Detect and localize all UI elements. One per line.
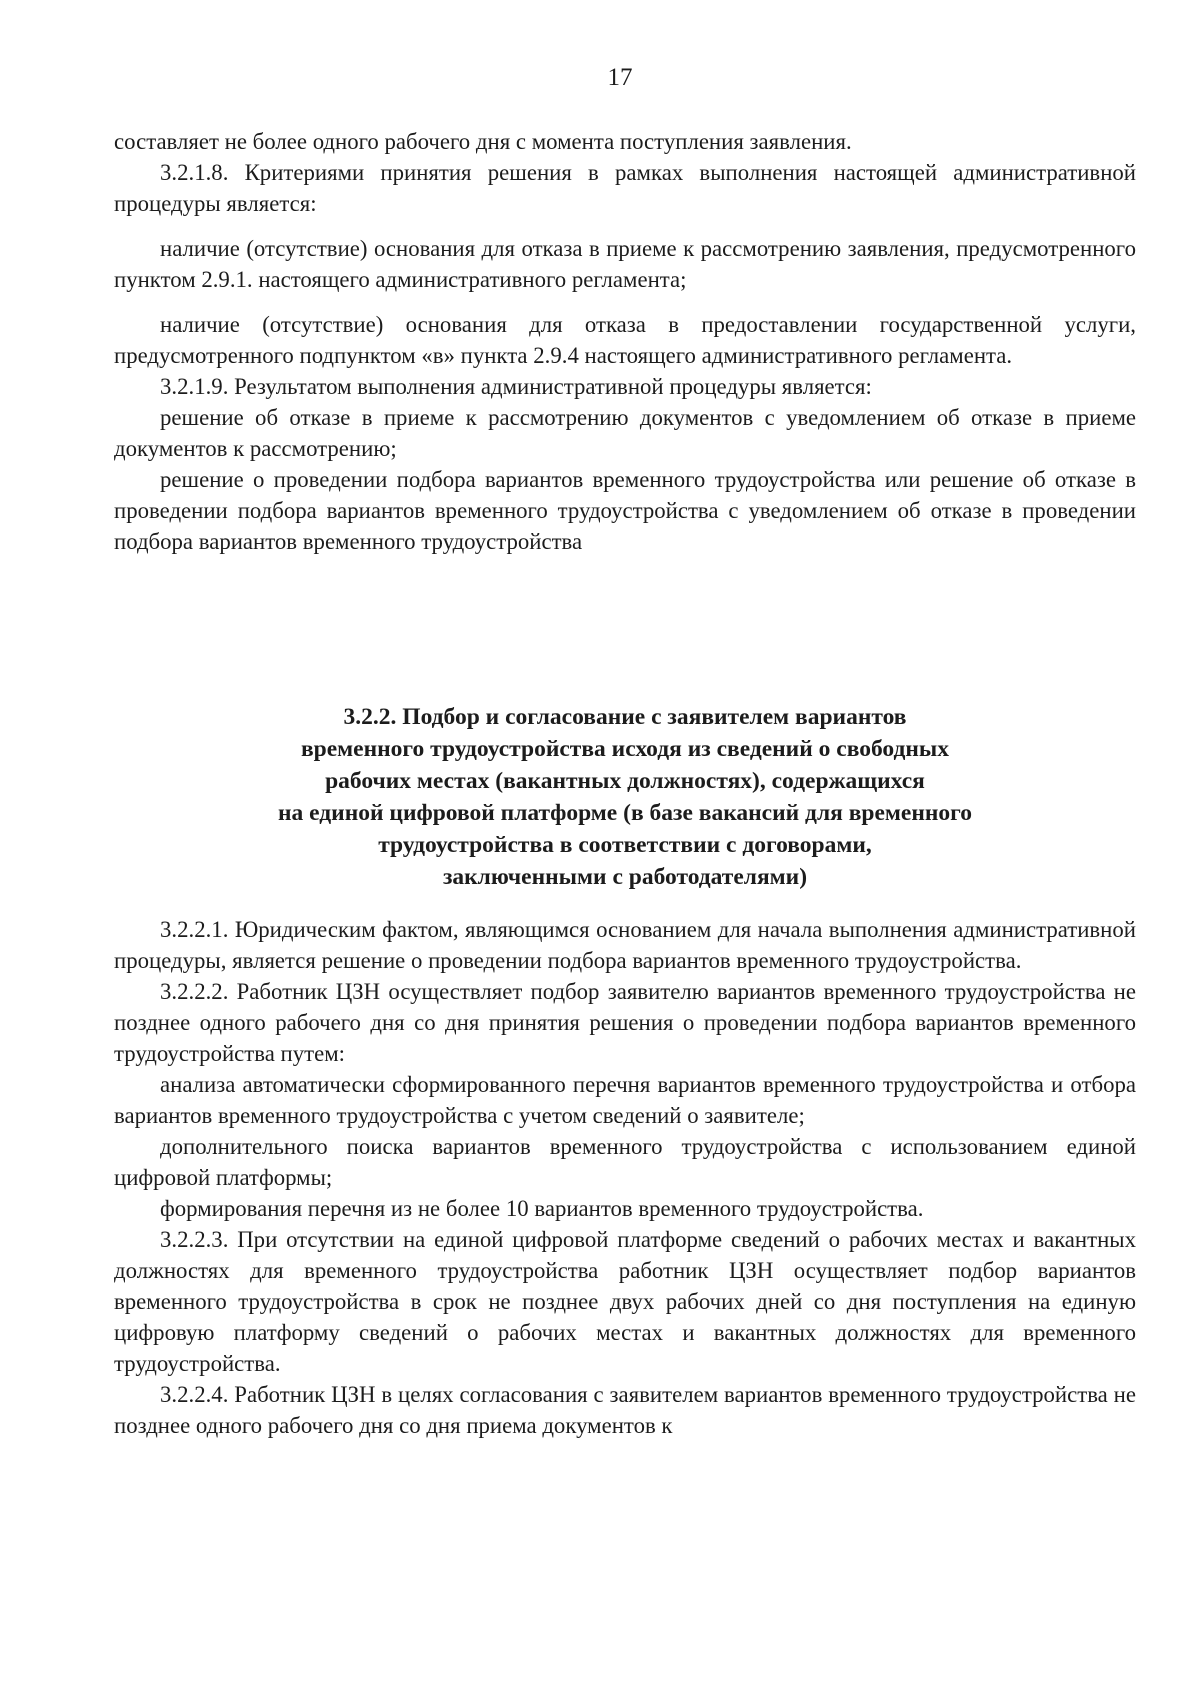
heading-line: 3.2.2. Подбор и согласование с заявителем вариантов <box>343 704 907 730</box>
heading-line: рабочих местах (вакантных должностях), содержащихся <box>325 768 925 794</box>
paragraph: решение о проведении подбора вариантов временного трудоустройства или решение об отказе в проведении подбора вариантов временного трудоустройства с уведомлением об отказе в проведении подбора вариантов временного трудоустройства <box>114 467 1136 554</box>
paragraph: наличие (отсутствие) основания для отказа в предоставлении государственной услуги, предусмотренного подпунктом «в» пункта 2.9.4 настоящего административного регламента. <box>114 312 1136 368</box>
paragraph: составляет не более одного рабочего дня с момента поступления заявления. <box>114 129 852 154</box>
page-number: 17 <box>607 64 633 91</box>
paragraph: 3.2.2.1. Юридическим фактом, являющимся основанием для начала выполнения административной процедуры, является решение о проведении подбора вариантов временного трудоустройства. <box>114 917 1136 973</box>
heading-line: заключенными с работодателями) <box>442 864 808 890</box>
paragraph: 3.2.2.4. Работник ЦЗН в целях согласования с заявителем вариантов временного трудоустройства не позднее одного рабочего дня со дня приема документов к <box>114 1382 1136 1438</box>
paragraph: формирования перечня из не более 10 вариантов временного трудоустройства. <box>160 1196 924 1221</box>
paragraph: 3.2.2.2. Работник ЦЗН осуществляет подбор заявителю вариантов временного трудоустройства не позднее одного рабочего дня со дня принятия решения о проведении подбора вариантов временного трудоустройства путем: <box>114 979 1136 1066</box>
paragraph: дополнительного поиска вариантов временного трудоустройства с использованием единой цифровой платформы; <box>114 1134 1136 1190</box>
section-heading <box>114 701 1136 893</box>
paragraph: наличие (отсутствие) основания для отказа в приеме к рассмотрению заявления, предусмотренного пунктом 2.9.1. настоящего административного регламента; <box>114 236 1136 292</box>
heading-line: на единой цифровой платформе (в базе вакансий для временного <box>277 800 973 826</box>
paragraph: 3.2.2.3. При отсутствии на единой цифровой платформе сведений о рабочих местах и вакантных должностях для временного трудоустройства работник ЦЗН осуществляет подбор вариантов временного трудоустройства в срок не позднее двух рабочих дней со дня поступления на единую цифровую платформу сведений о рабочих местах и вакантных должностях для временного трудоустройства. <box>114 1227 1136 1376</box>
paragraph: 3.2.1.8. Критериями принятия решения в рамках выполнения настоящей административной процедуры является: <box>114 160 1136 216</box>
paragraph: 3.2.1.9. Результатом выполнения административной процедуры является: <box>160 374 872 399</box>
paragraph: решение об отказе в приеме к рассмотрению документов с уведомлением об отказе в приеме документов к рассмотрению; <box>114 405 1136 461</box>
body-text-bottom <box>114 914 1136 1441</box>
paragraph: анализа автоматически сформированного перечня вариантов временного трудоустройства и отбора вариантов временного трудоустройства с учетом сведений о заявителе; <box>114 1072 1136 1128</box>
heading-line: трудоустройства в соответствии с договорами, <box>378 832 872 858</box>
body-text-top <box>114 126 1136 557</box>
heading-line: временного трудоустройства исходя из сведений о свободных <box>300 736 950 762</box>
